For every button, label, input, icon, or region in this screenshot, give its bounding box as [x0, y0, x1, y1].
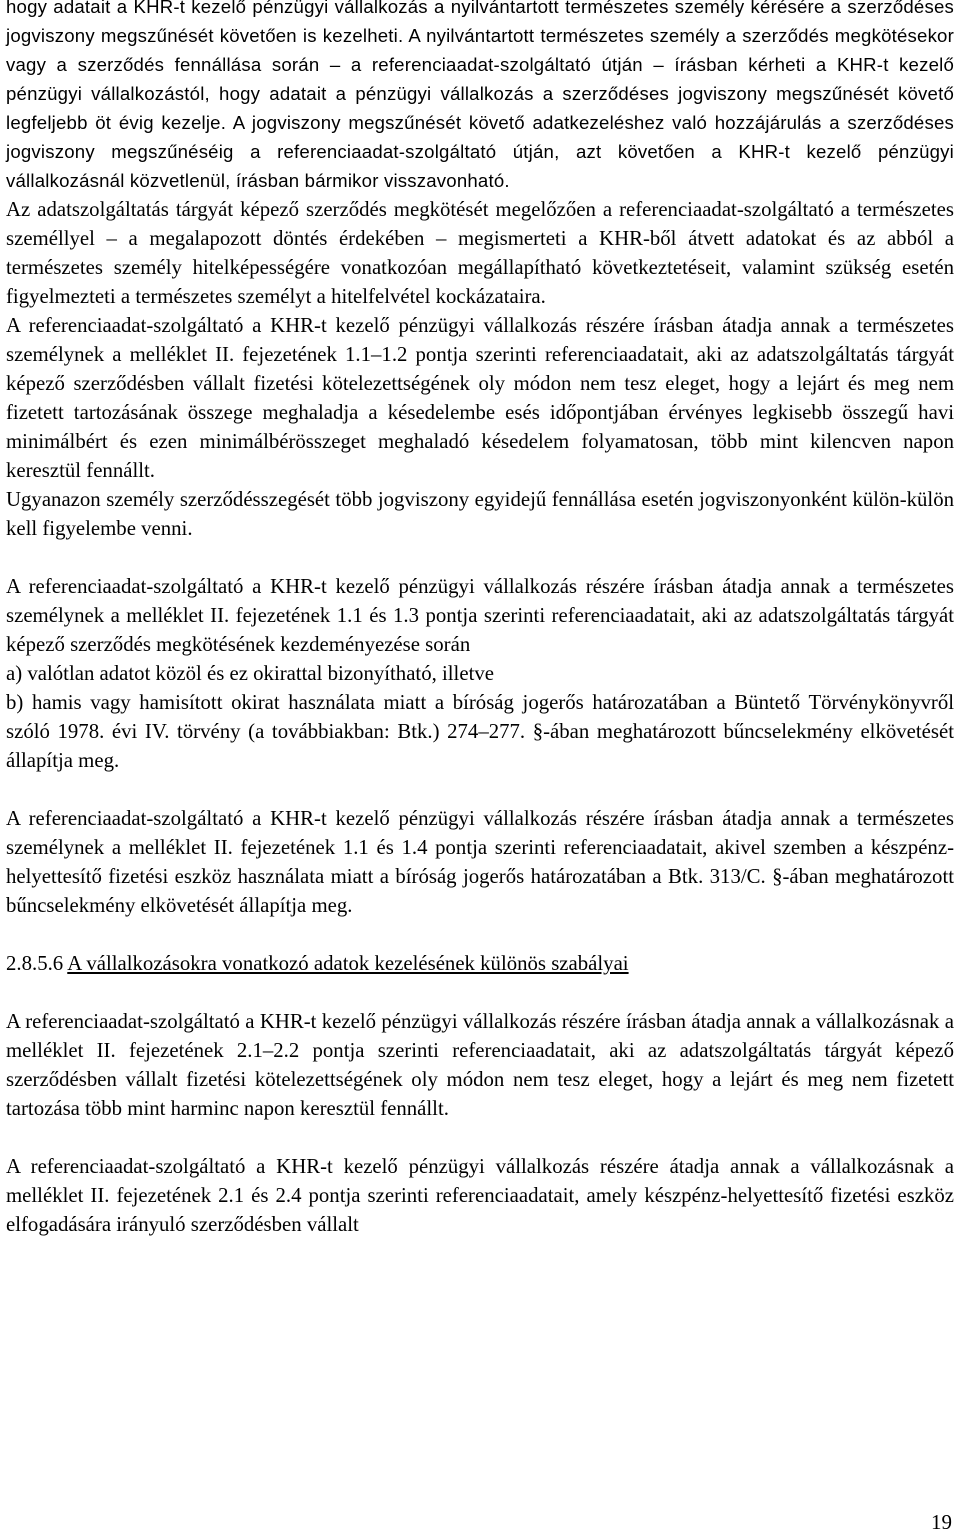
paragraph-payment-default-reporting: A referenciaadat-szolgáltató a KHR-t kezelő pénzügyi vállalkozás részére írásban átadja annak a természetes személynek a melléklet II. fejezetének 1.1–1.2 pontja szerinti referenciaadatait, aki az adatszolgáltatás tárgyát képező szerződésben vállalt fizetési kötelezettségének oly módon nem tesz eleget, hogy a lejárt és meg nem fizetett tartozásának összege meghaladja a késedelembe esés időpontjában érvényes legkisebb összegű havi minimálbért és ezen minimálbérösszeget meghaladó késedelem folyamatosan, több mint kilencven napon keresztül fennállt.	[6, 314, 954, 482]
paragraph-business-card-acceptance: A referenciaadat-szolgáltató a KHR-t kezelő pénzügyi vállalkozás részére átadja annak a vállalkozásnak a melléklet II. fejezetének 2.1 és 2.4 pontja szerinti referenciaadatait, amely készpénz-helyettesítő fizetési eszköz elfogadására irányuló szerződésben vállalt	[6, 1155, 954, 1236]
paragraph-business-default-reporting: A referenciaadat-szolgáltató a KHR-t kezelő pénzügyi vállalkozás részére írásban átadja annak a vállalkozásnak a melléklet II. fejezetének 2.1–2.2 pontja szerinti referenciaadatait, aki az adatszolgáltatás tárgyát képező szerződésben vállalt fizetési kötelezettségének oly módon nem tesz eleget, hogy a lejárt és meg nem fizetett tartozása több mint harminc napon keresztül fennállt.	[6, 1010, 954, 1120]
document-page	[6, 0, 954, 1239]
paragraph-spacer	[6, 920, 954, 949]
section-title: A vállalkozásokra vonatkozó adatok kezelésének különös szabályai	[67, 952, 629, 975]
paragraph-card-fraud-reporting: A referenciaadat-szolgáltató a KHR-t kezelő pénzügyi vállalkozás részére írásban átadja annak a természetes személynek a melléklet II. fejezetének 1.1 és 1.4 pontja szerinti referenciaadatait, akivel szemben a készpénz-helyettesítő fizetési eszköz használata miatt a bíróság jogerős határozatában a Btk. 313/C. §-ában meghatározott bűncselekmény elkövetését állapítja meg.	[6, 807, 954, 917]
list-item-a: a) valótlan adatot közöl és ez okirattal bizonyítható, illetve	[6, 662, 494, 685]
list-item-b: b) hamis vagy hamisított okirat használata miatt a bíróság jogerős határozatában a Büntető Törvénykönyvről szóló 1978. évi IV. törvény (a továbbiakban: Btk.) 274–277. §-ában meghatározott bűncselekmény elkövetését állapítja meg.	[6, 691, 954, 772]
page-number: 19	[931, 1510, 952, 1534]
paragraph-multiple-contracts: Ugyanazon személy szerződésszegését több jogviszony egyidejű fennállása esetén jogviszonyonként külön-külön kell figyelembe venni.	[6, 488, 954, 540]
paragraph-pre-contract-disclosure: Az adatszolgáltatás tárgyát képező szerződés megkötését megelőzően a referenciaadat-szolgáltató a természetes személlyel – a megalapozott döntés érdekében – megismerteti a KHR-ből átvett adatokat és az abból a természetes személy hitelképességére vonatkozóan megállapítható következtetéseit, valamint szükség esetén figyelmezteti a természetes személyt a hitelfelvétel kockázataira.	[6, 198, 954, 308]
section-heading	[6, 949, 954, 978]
section-number: 2.8.5.6	[6, 952, 64, 975]
paragraph-spacer	[6, 543, 954, 572]
paragraph-spacer	[6, 775, 954, 804]
paragraph-spacer	[6, 1123, 954, 1152]
paragraph-khr-retention-consent: hogy adatait a KHR-t kezelő pénzügyi vállalkozás a nyilvántartott természetes személy kérésére a szerződéses jogviszony megszűnését követően is kezelheti. A nyilvántartott természetes személy a szerződés megkötésekor vagy a szerződés fennállása során – a referenciaadat-szolgáltató útján – írásban kérheti a KHR-t kezelő pénzügyi vállalkozástól, hogy adatait a pénzügyi vállalkozás a szerződéses jogviszony megszűnését követő legfeljebb öt évig kezelje. A jogviszony megszűnését követő adatkezeléshez való hozzájárulás a szerződéses jogviszony megszűnéséig a referenciaadat-szolgáltató útján, azt követően a KHR-t kezelő pénzügyi vállalkozásnál közvetlenül, írásban bármikor visszavonható.	[6, 0, 954, 191]
paragraph-spacer	[6, 978, 954, 1007]
paragraph-false-data-reporting: A referenciaadat-szolgáltató a KHR-t kezelő pénzügyi vállalkozás részére írásban átadja annak a természetes személynek a melléklet II. fejezetének 1.1 és 1.3 pontja szerinti referenciaadatait, aki az adatszolgáltatás tárgyát képező szerződés megkötésének kezdeményezése során	[6, 575, 954, 656]
